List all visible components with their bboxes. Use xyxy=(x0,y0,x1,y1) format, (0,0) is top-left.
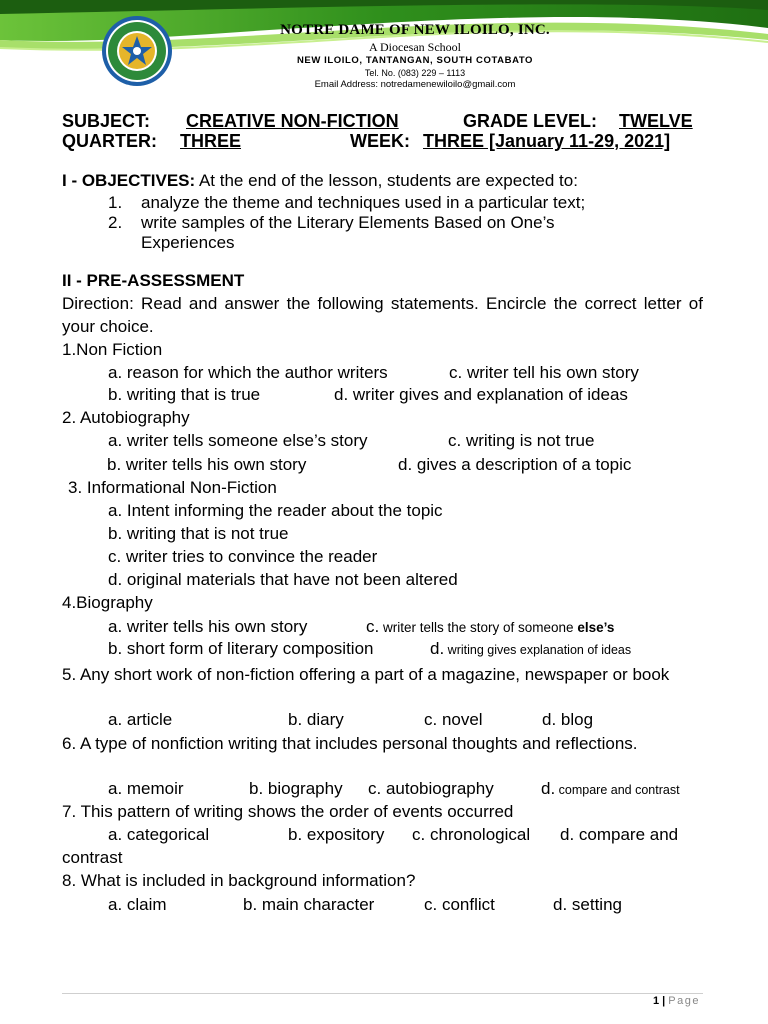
question-2-option-d: d. gives a description of a topic xyxy=(398,455,632,474)
objectives-line xyxy=(62,170,578,192)
question-1-option-d: d. writer gives and explanation of ideas xyxy=(334,385,628,404)
question-6-option-a: a. memoir xyxy=(108,779,184,798)
question-4-option-a: a. writer tells his own story xyxy=(108,617,308,636)
pre-assessment-direction: Direction: Read and answer the following statements. Encircle the correct letter of your choice. xyxy=(62,294,703,336)
school-name: NOTRE DAME OF NEW ILOILO, INC. xyxy=(280,22,550,38)
week-label: WEEK: xyxy=(350,131,410,151)
question-8-option-c: c. conflict xyxy=(424,895,495,914)
question-4-option-d-text: writing gives explanation of ideas xyxy=(444,643,632,657)
page-word: Page xyxy=(668,995,700,1007)
question-4-option-c-text: writer tells the story of someone xyxy=(379,620,578,635)
question-4-option-d-letter: d. xyxy=(430,639,445,658)
question-7-option-b: b. expository xyxy=(288,825,385,844)
objective-number-2: 2. xyxy=(108,213,123,232)
question-5-option-d: d. blog xyxy=(542,710,594,729)
question-3-option-c: c. writer tries to convince the reader xyxy=(108,547,378,566)
school-subtitle: A Diocesan School xyxy=(369,40,461,54)
question-6-option-d-letter: d. xyxy=(541,779,556,798)
question-2-stem: 2. Autobiography xyxy=(62,408,190,427)
question-4-option-c-letter: c. xyxy=(366,617,380,636)
question-1-stem: 1.Non Fiction xyxy=(62,340,163,359)
quarter-label: QUARTER: xyxy=(62,131,157,151)
question-7-stem: 7. This pattern of writing shows the order of events occurred xyxy=(62,802,514,821)
question-6-option-c: c. autobiography xyxy=(368,779,494,798)
pre-assessment-heading: II - PRE-ASSESSMENT xyxy=(62,271,245,290)
objective-text-2-continued: Experiences xyxy=(141,233,235,252)
question-3-stem: 3. Informational Non-Fiction xyxy=(68,478,277,497)
subject-value: CREATIVE NON-FICTION xyxy=(186,111,399,131)
question-2-option-b: b. writer tells his own story xyxy=(107,455,307,474)
question-3-option-b: b. writing that is not true xyxy=(108,524,289,543)
question-2-option-c: c. writing is not true xyxy=(448,431,595,450)
week-value: THREE [January 11-29, 2021] xyxy=(423,131,671,151)
grade-level-label: GRADE LEVEL: xyxy=(463,111,598,131)
objective-text-1: analyze the theme and techniques used in a particular text; xyxy=(141,193,586,212)
page-footer xyxy=(653,995,700,1007)
question-3-option-a: a. Intent informing the reader about the topic xyxy=(108,501,443,520)
question-6-option-d xyxy=(541,778,680,801)
question-1-option-c: c. writer tell his own story xyxy=(449,363,639,382)
question-8-option-d: d. setting xyxy=(553,895,622,914)
question-5-option-c: c. novel xyxy=(424,710,483,729)
objective-text-2: write samples of the Literary Elements Based on One’s xyxy=(141,213,555,232)
question-5-stem: 5. Any short work of non-fiction offering a part of a magazine, newspaper or book xyxy=(62,665,670,684)
question-7-option-d: d. compare and xyxy=(560,825,679,844)
question-3-option-d: d. original materials that have not been altered xyxy=(108,570,458,589)
subject-label: SUBJECT: xyxy=(62,111,151,131)
question-7-option-d-continued: contrast xyxy=(62,848,123,867)
question-5-option-b: b. diary xyxy=(288,710,344,729)
question-1-option-a: a. reason for which the author writers xyxy=(108,363,388,382)
school-email: Email Address: notredamenewiloilo@gmail.com xyxy=(314,79,516,90)
question-7-option-c: c. chronological xyxy=(412,825,531,844)
question-8-option-a: a. claim xyxy=(108,895,167,914)
objectives-intro: At the end of the lesson, students are expected to: xyxy=(195,171,578,190)
question-7-option-a: a. categorical xyxy=(108,825,210,844)
school-address: NEW ILOILO, TANTANGAN, SOUTH COTABATO xyxy=(296,55,534,66)
question-4-stem: 4.Biography xyxy=(62,593,153,612)
page-number: 1 xyxy=(652,995,660,1007)
question-1-option-b: b. writing that is true xyxy=(108,385,261,404)
question-6-option-b: b. biography xyxy=(249,779,343,798)
question-6-stem: 6. A type of nonfiction writing that includes personal thoughts and reflections. xyxy=(62,734,638,753)
question-2-option-a: a. writer tells someone else’s story xyxy=(108,431,368,450)
objective-number-1: 1. xyxy=(108,193,123,212)
question-8-option-b: b. main character xyxy=(243,895,375,914)
school-telephone: Tel. No. (083) 229 – 1113 xyxy=(364,68,466,78)
objectives-heading: I - OBJECTIVES: xyxy=(62,171,196,190)
question-4-option-d xyxy=(430,638,631,661)
grade-level-value: TWELVE xyxy=(619,111,693,131)
page-separator: | xyxy=(659,995,669,1007)
question-6-option-d-text: compare and contrast xyxy=(555,783,680,797)
question-8-stem: 8. What is included in background information? xyxy=(62,871,416,890)
footer-divider xyxy=(62,993,703,994)
question-4-option-c xyxy=(366,616,614,639)
question-4-option-b: b. short form of literary composition xyxy=(108,639,374,658)
question-5-option-a: a. article xyxy=(108,710,173,729)
quarter-value: THREE xyxy=(180,131,242,151)
question-4-option-c-end: else’s xyxy=(577,620,615,635)
